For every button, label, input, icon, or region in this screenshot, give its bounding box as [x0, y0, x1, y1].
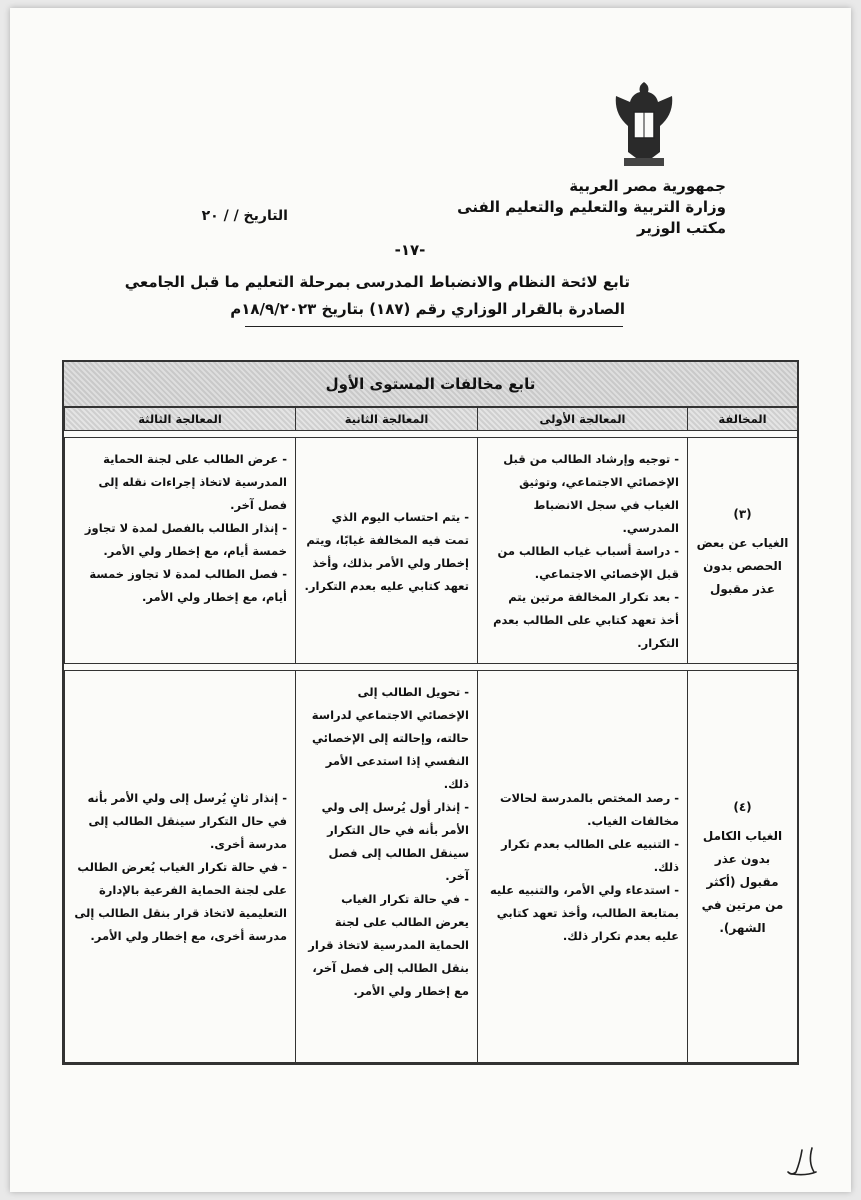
date-line: التاريخ / / ٢٠	[201, 208, 288, 224]
list-item: - استدعاء ولي الأمر، والتنبيه عليه بمتابعة الطالب، وأخذ تعهد كتابي عليه بعدم تكرار ذلك.	[489, 883, 679, 943]
violation-cell	[688, 671, 798, 1063]
list-item: - إنذار الطالب بالفصل لمدة لا تجاوز خمسة أيام، مع إخطار ولي الأمر.	[84, 521, 287, 558]
list-item: - دراسة أسباب غياب الطالب من قبل الإخصائي الاجتماعي.	[497, 544, 679, 581]
list-item: - إنذار ثانٍ يُرسل إلى ولي الأمر بأنه في حال التكرار سينقل الطالب إلى مدرسة أخرى.	[87, 791, 287, 851]
header-second-treatment: المعالجة الثانية	[296, 408, 478, 431]
document-page	[10, 8, 851, 1192]
third-treatment-cell	[65, 438, 296, 664]
list-item: - في حالة تكرار الغياب يعرض الطالب على لجنة الحماية المدرسية لاتخاذ قرار بنقل الطالب إلى فصل آخر، مع إخطار ولي الأمر.	[308, 892, 469, 998]
first-treatment-cell	[478, 671, 688, 1063]
office-name: مكتب الوزير	[636, 219, 726, 237]
violation-number: (٤)	[733, 799, 752, 814]
second-treatment-cell	[296, 438, 478, 664]
eagle-emblem-icon	[610, 78, 678, 170]
second-treatment-cell	[296, 671, 478, 1063]
violations-table	[62, 360, 799, 1065]
table-row	[65, 671, 798, 1063]
title-underline	[245, 326, 623, 327]
third-treatment-cell	[65, 671, 296, 1063]
violation-number: (٣)	[733, 506, 752, 521]
list-item: - بعد تكرار المخالفة مرتين يتم أخذ تعهد كتابي على الطالب بعدم التكرار.	[493, 590, 679, 650]
ministry-header	[457, 176, 726, 239]
list-item: - رصد المختص بالمدرسة لحالات مخالفات الغياب.	[499, 791, 679, 828]
first-treatment-cell	[478, 438, 688, 664]
list-item: - تحويل الطالب إلى الإخصائي الاجتماعي لدراسة حالته، وإحالته إلى الإخصائي النفسي إذا استدعى الأمر ذلك.	[311, 685, 469, 791]
page-number: -١٧-	[394, 241, 426, 259]
header-third-treatment: المعالجة الثالثة	[65, 408, 296, 431]
handwritten-initials-icon	[782, 1142, 822, 1182]
republic-name: جمهورية مصر العربية	[569, 177, 726, 195]
header-violation: المخالفة	[688, 408, 798, 431]
list-item: - في حالة تكرار الغياب يُعرض الطالب على لجنة الحماية الفرعية بالإدارة التعليمية لاتخاذ قرار بنقل الطالب إلى مدرسة أخرى، مع إخطار ولي الأمر.	[74, 860, 287, 943]
violation-text: الغياب عن بعض الحصص بدون عذر مقبول	[696, 535, 789, 596]
table-row	[65, 438, 798, 664]
list-item: - إنذار أول يُرسل إلى ولي الأمر بأنه في حال التكرار سينقل الطالب إلى فصل آخر.	[321, 800, 469, 883]
violation-cell	[688, 438, 798, 664]
list-item: - يتم احتساب اليوم الذي تمت فيه المخالفة غيابًا، ويتم إخطار ولي الأمر بذلك، وأخذ تعهد كتابي عليه بعدم التكرار.	[304, 509, 469, 593]
list-item: - عرض الطالب على لجنة الحماية المدرسية لاتخاذ إجراءات نقله إلى فصل آخر.	[98, 452, 287, 512]
table-banner: تابع مخالفات المستوى الأول	[64, 362, 797, 407]
document-subtitle: الصادرة بالقرار الوزاري رقم (١٨٧) بتاريخ ١٨/٩/٢٠٢٣م	[230, 300, 625, 318]
ministry-name: وزارة التربية والتعليم والتعليم الفنى	[457, 198, 726, 216]
document-title: تابع لائحة النظام والانضباط المدرسى بمرحلة التعليم ما قبل الجامعي	[124, 273, 630, 291]
list-item: - توجيه وإرشاد الطالب من قبل الإخصائي الاجتماعي، وتوثيق الغياب في سجل الانضباط المدرسي.	[503, 452, 679, 535]
violation-text: الغياب الكامل بدون عذر مقبول (أكثر من مرتين في الشهر).	[701, 828, 784, 935]
header-first-treatment: المعالجة الأولى	[478, 408, 688, 431]
list-item: - فصل الطالب لمدة لا تجاوز خمسة أيام، مع إخطار ولي الأمر.	[89, 567, 287, 604]
list-item: - التنبيه على الطالب بعدم تكرار ذلك.	[501, 837, 679, 874]
